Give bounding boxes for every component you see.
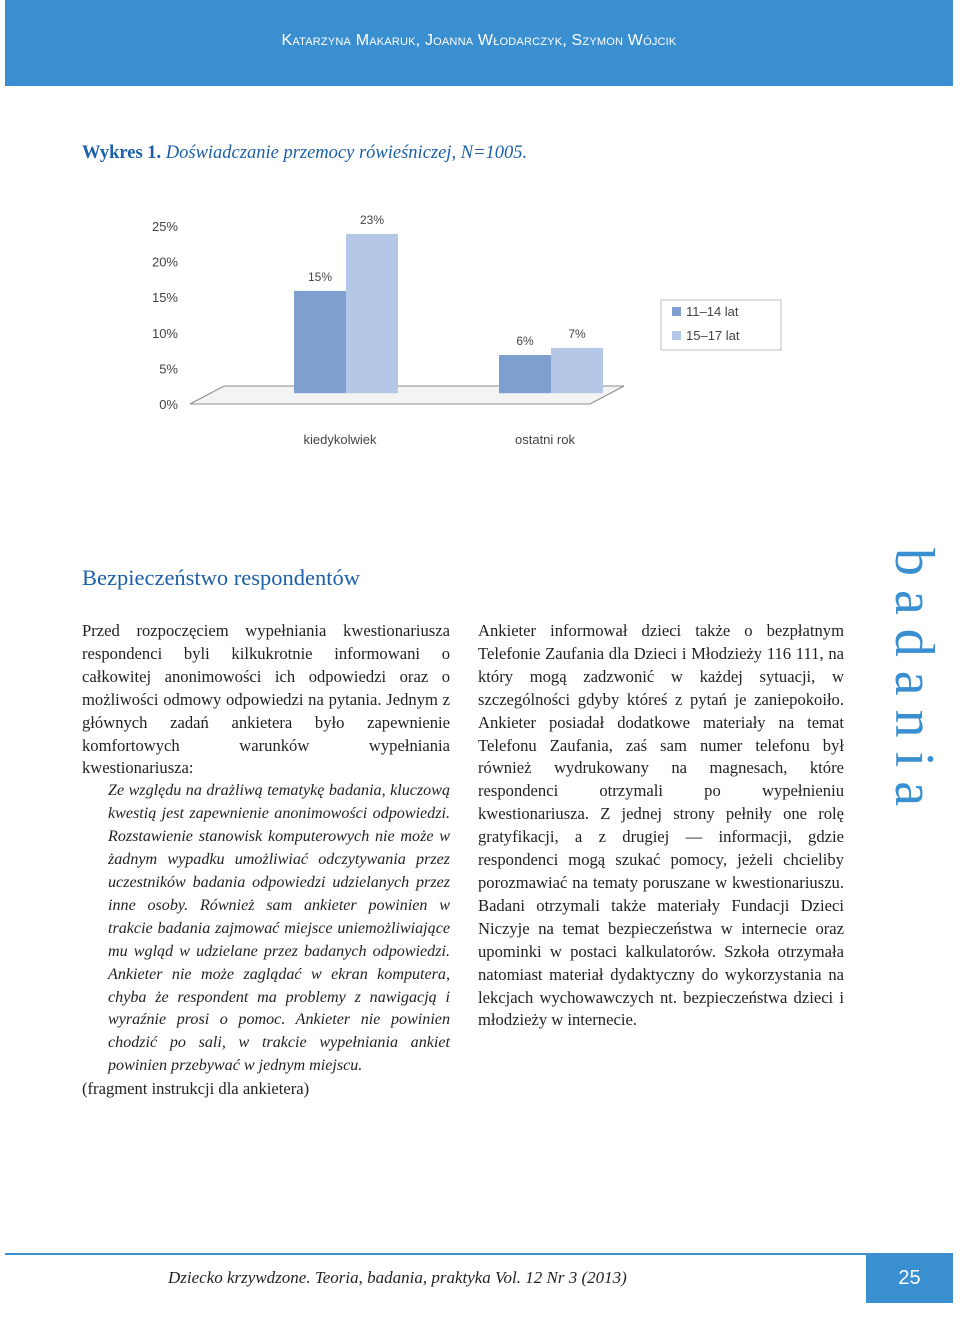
paragraph: Ankieter informował dzieci także o bezpłatnym Telefonie Zaufania dla Dzieci i Młodzieży 116 111, na który mogą zadzwonić w każdej sytuacji, w szczególności gdyby któreś z pytań je zaniepokoiło. Ankieter posiadał dodatkowe materiały na temat Telefonu Zaufania, zaś sam numer telefonu był również wydrukowany na magnesach, które respondenci otrzymali po wypełnieniu kwestionariusza. Z jednej strony pełniły one rolę gratyfikacji, a z drugiej — informacji, gdzie respondenci mogą szukać pomocy, jeżeli chcieliby porozmawiać na tematy poruszane w kwestionariuszu. Badani otrzymali także materiały Fundacji Dzieci Niczyje na temat bezpieczeństwa w internecie oraz upominki w postaci kalkulatorów. Szkoła otrzymała natomiast materiał dydaktyczny do wykorzystania na lekcjach wychowawczych nt. bezpieczeństwa dzieci i młodzieży w internecie. — [478, 621, 844, 1030]
instruction-quote: Ze względu na drażliwą tematykę badania, kluczową kwestią jest zapewnienie anonimowości odpowiedzi. Rozstawienie stanowisk komputerowych nie może w żadnym wypadku umożliwiać odczytywania przez uczestników badania odpowiedzi udzielanych przez inne osoby. Również sam ankieter powinien w trakcie badania zajmować miejsce uniemożliwiające mu wgląd w udzielane przez badanych odpowiedzi. Ankieter nie może zaglądać w ekran komputera, chyba że respondent ma problemy z nawigacją i wyraźnie prosi o pomoc. Ankieter nie powinien chodzić po sali, w trakcie wypełniania ankiet powinien przebywać w jednym miejscu. — [108, 782, 450, 1075]
page-number: 25 — [866, 1253, 953, 1303]
bar — [346, 234, 398, 393]
x-category-label: ostatni rok — [515, 432, 575, 447]
data-label: 15% — [307, 269, 333, 284]
bar-chart — [120, 190, 800, 470]
y-tick-label: 5% — [159, 361, 178, 377]
data-label: 23% — [359, 212, 385, 227]
bar — [294, 291, 346, 393]
right-column — [478, 620, 844, 1032]
paragraph: Przed rozpoczęciem wypełniania kwestionariusza respondenci byli kilkukrotnie informowani o całkowitej anonimowości ich odpowiedzi oraz o możliwości odmowy odpowiedzi na pytania. Jednym z głównych zadań ankietera było zapewnienie komfortowych warunków wypełniania kwestionariusza: — [82, 621, 450, 778]
figure-caption-text: Doświadczanie przemocy rówieśniczej, N=1005. — [165, 143, 528, 163]
data-label: 6% — [516, 334, 534, 348]
data-label: 7% — [568, 326, 586, 341]
y-tick-label: 15% — [151, 290, 178, 306]
y-tick-label: 25% — [151, 219, 178, 234]
journal-title: Dziecko krzywdzone. Teoria, badania, praktyka Vol. 12 Nr 3 (2013) — [168, 1268, 627, 1287]
side-section-label — [852, 498, 945, 870]
y-tick-label: 10% — [151, 325, 178, 341]
running-head-authors: Katarzyna Makaruk, Joanna Włodarczyk, Szymon Wójcik — [281, 32, 677, 49]
legend-swatch — [672, 307, 681, 316]
bar — [551, 348, 603, 393]
y-tick-label: 0% — [159, 397, 178, 412]
side-section-label-text: badania — [883, 547, 945, 821]
legend-swatch — [672, 331, 681, 340]
header-band — [5, 0, 953, 86]
legend-label: 11–14 lat — [686, 304, 739, 319]
section-title: Bezpieczeństwo respondentów — [82, 565, 361, 590]
legend-label: 15–17 lat — [686, 328, 740, 343]
figure-label: Wykres 1. — [82, 143, 162, 163]
footer-rule — [5, 1253, 953, 1255]
figure-caption — [82, 143, 527, 164]
quote-source: (fragment instrukcji dla ankietera) — [82, 1079, 310, 1099]
left-column — [82, 620, 450, 1101]
y-tick-label: 20% — [151, 254, 178, 270]
x-category-label: kiedykolwiek — [303, 432, 377, 447]
bar — [499, 355, 551, 393]
